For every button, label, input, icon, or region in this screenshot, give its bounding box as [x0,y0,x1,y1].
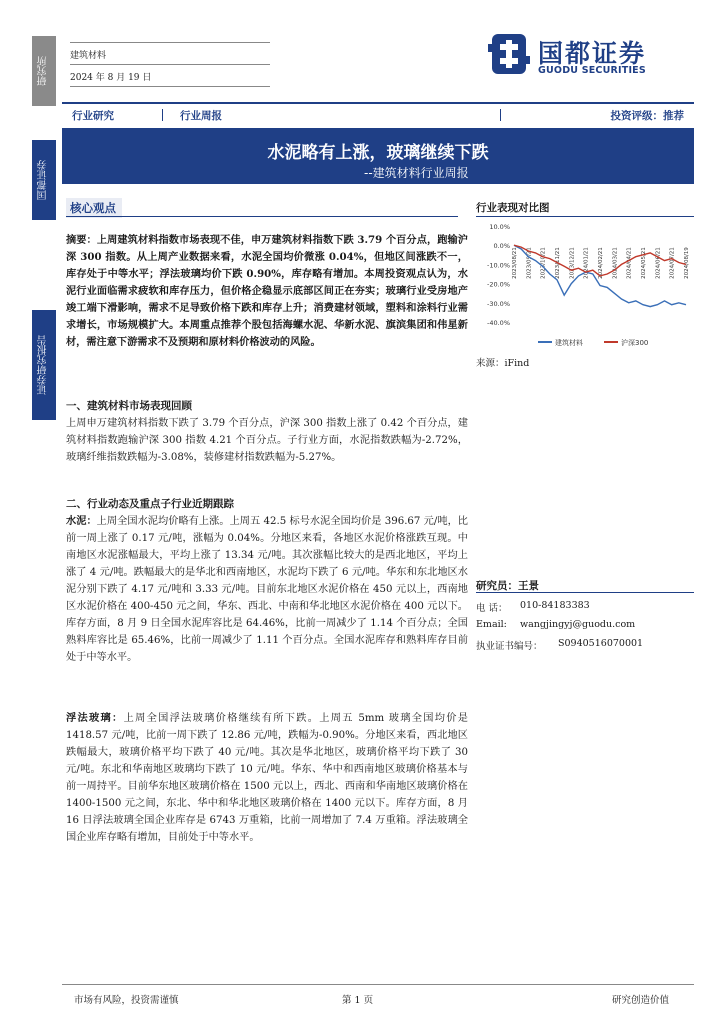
x-tick-label: 2023/12/21 [569,247,576,279]
analyst-rule [476,592,694,593]
logo-text-en: GUODU SECURITIES [538,65,646,76]
side-tab-brand: 国都证券 [32,140,56,220]
x-tick-label: 2024/04/21 [626,247,633,279]
logo-mark-icon [486,32,532,76]
x-tick-label: 2023/09/21 [526,247,533,279]
glass-label: 浮法玻璃： [66,712,124,724]
band-separator [162,109,163,121]
band-frequency: 行业周报 [180,109,222,122]
y-tick-label: 0.0% [493,242,510,251]
title-block [62,128,694,184]
header-rule-top [70,42,270,43]
glass-body: 上周全国浮法玻璃价格继续有所下跌。上周五 5mm 玻璃全国均价是 1418.57 元/吨，比前一周下跌了 12.86 元/吨，跌幅为-0.90%。分地区来看，西北地区跌幅最大，玻璃价格平均下跌了 40 元/吨。其次是华北地区，玻璃价格平均下跌了 30 元/吨。东北和华南地区玻璃均下跌了 10 元/吨。华东、华中和西南地区玻璃价格基本与前一周持平。目前华东地区玻璃价格在 1500 元以上，西北、西南和华南地区玻璃价格在 1400-1500 元之间，东北、华中和华北地区玻璃价格在 1400 元以下。库存方面，8 月 16 日浮法玻璃全国企业库存是 6743 万重箱，比前一周增加了 7.4 万重箱。浮法玻璃全国企业库存略有增加，目前处于中等水平。 [66,713,468,843]
performance-chart [476,218,694,350]
band-type: 行业研究 [72,109,114,122]
footer-disclaimer: 市场有风险，投资需谨慎 [74,995,179,1006]
section2-heading: 二、行业动态及重点子行业近期跟踪 [66,498,234,510]
x-tick-label: 2024/03/21 [612,247,619,279]
analyst-email-label: Email: [476,619,507,630]
logo-text-cn: 国都证券 [538,39,647,68]
report-info-band [62,104,694,126]
header-category: 建筑材料 [70,51,107,61]
side-tab-report: 证券研究报告 [32,310,56,420]
legend-label: 沪深300 [621,339,649,347]
section1-body: 上周申万建筑材料指数下跌了 3.79 个百分点，沪深 300 指数上涨了 0.42 个百分点，建筑材料指数跑输沪深 300 指数 4.21 个百分点。子行业方面，水泥指数跌幅为-2.72%，玻璃纤维指数跌幅为-3.08%，装修建材指数跌幅为-5.27%。 [66,418,468,463]
x-tick-label: 2024/06/21 [655,247,662,279]
footer-page-number: 第 1 页 [342,995,374,1006]
x-tick-label: 2023/11/21 [555,247,561,279]
analyst-phone-label: 电 话： [476,603,508,614]
analyst-license-label: 执业证书编号： [476,641,543,652]
footer-slogan: 研究创造价值 [612,995,670,1006]
x-tick-label: 2024/07/21 [669,247,676,279]
analyst-license: S0940516070001 [558,638,644,649]
cement-paragraph [66,513,468,666]
report-title: 水泥略有上涨，玻璃继续下跌 [267,143,489,163]
report-subtitle: --建筑材料行业周报 [364,166,469,180]
y-tick-label: -40.0% [487,319,510,327]
y-tick-label: -30.0% [487,299,510,308]
x-tick-label: 2024/02/21 [598,247,604,279]
analyst-phone: 010-84183383 [520,600,590,611]
glass-paragraph [66,710,468,846]
header-rule-bottom [70,86,270,87]
header-date: 2024 年 8 月 19 日 [70,73,152,83]
company-logo [486,32,666,80]
x-tick-label: 2023/08/21 [512,247,518,279]
analyst-phone-row [476,600,590,614]
summary-paragraph: 摘要：上周建筑材料指数市场表现不佳，申万建筑材料指数下跌 3.79 个百分点，跑输沪深 300 指数。从上周产业数据来看，水泥全国均价微涨 0.04%，但地区间涨跌不一，库存处于中等水平；浮法玻璃均价下跌 0.90%，库存略有增加。本周投资观点认为，水泥行业面临需求疲软和库存压力，但价格企稳显示底部区间正在夯实；玻璃行业受房地产竣工端下滑影响，需求不足导致价格下跌和库存上升；消费建材领域，塑料和涂料行业需求增长，市场规模扩大。本周重点推荐个股包括海螺水泥、华新水泥、旗滨集团和伟星新材，需注意下游需求不及预期和原材料价格波动的风险。 [66,234,468,348]
footer-rule [62,984,694,985]
analyst-email-row [476,619,636,630]
band-separator [500,109,501,121]
section1-heading: 一、建筑材料市场表现回顾 [66,400,192,412]
band-rating: 投资评级：推荐 [610,109,684,122]
x-tick-label: 2023/10/21 [540,247,547,279]
cement-label: 水泥： [66,515,97,527]
x-tick-label: 2024/05/21 [641,247,647,279]
legend-label: 建筑材料 [555,339,583,347]
analyst-license-row [476,638,644,652]
x-tick-label: 2024/08/19 [684,247,690,279]
cement-body: 上周全国水泥均价略有上涨。上周五 42.5 标号水泥全国均价是 396.67 元/吨，比前一周上涨了 0.17 元/吨，涨幅为 0.04%。分地区来看，各地区水泥价格涨跌互现。中南地区水泥涨幅最大，平均上涨了 13.34 元/吨。其次涨幅比较大的是西北地区，平均上涨了 4 元/吨。跌幅最大的是华北和西南地区，水泥均下跌了 6 元/吨。华东和东北地区水泥分别下跌了 4.17 元/吨和 3.33 元/吨。目前东北地区水泥价格在 450 元以上，西南地区水泥价格在 400-450 元之间，华东、西北、中南和华北地区水泥价格在 400 元以下。库存方面，8 月 9 日全国水泥库容比是 64.46%，比前一周减少了 1.14 个百分点；全国熟料库容比是 65.46%，比前一周减少了 1.11 个百分点。全国水泥库存和熟料库存目前处于中等水平。 [66,516,468,663]
side-tab-research: 研究所 [32,36,56,106]
analyst-heading: 研究员：王景 [476,580,539,592]
y-tick-label: -20.0% [487,280,510,289]
core-view-heading: 核心观点 [66,198,122,218]
header-rule-mid [70,64,270,65]
y-tick-label: -10.0% [487,261,510,270]
core-view-rule [66,216,458,217]
chart-title: 行业表现对比图 [476,202,550,214]
analyst-email[interactable]: wangjingyj@guodu.com [520,619,636,630]
y-tick-label: 10.0% [489,223,510,231]
x-tick-label: 2024/01/21 [583,247,590,279]
chart-source: 来源：iFind [476,358,530,369]
chart-rule [476,216,694,217]
